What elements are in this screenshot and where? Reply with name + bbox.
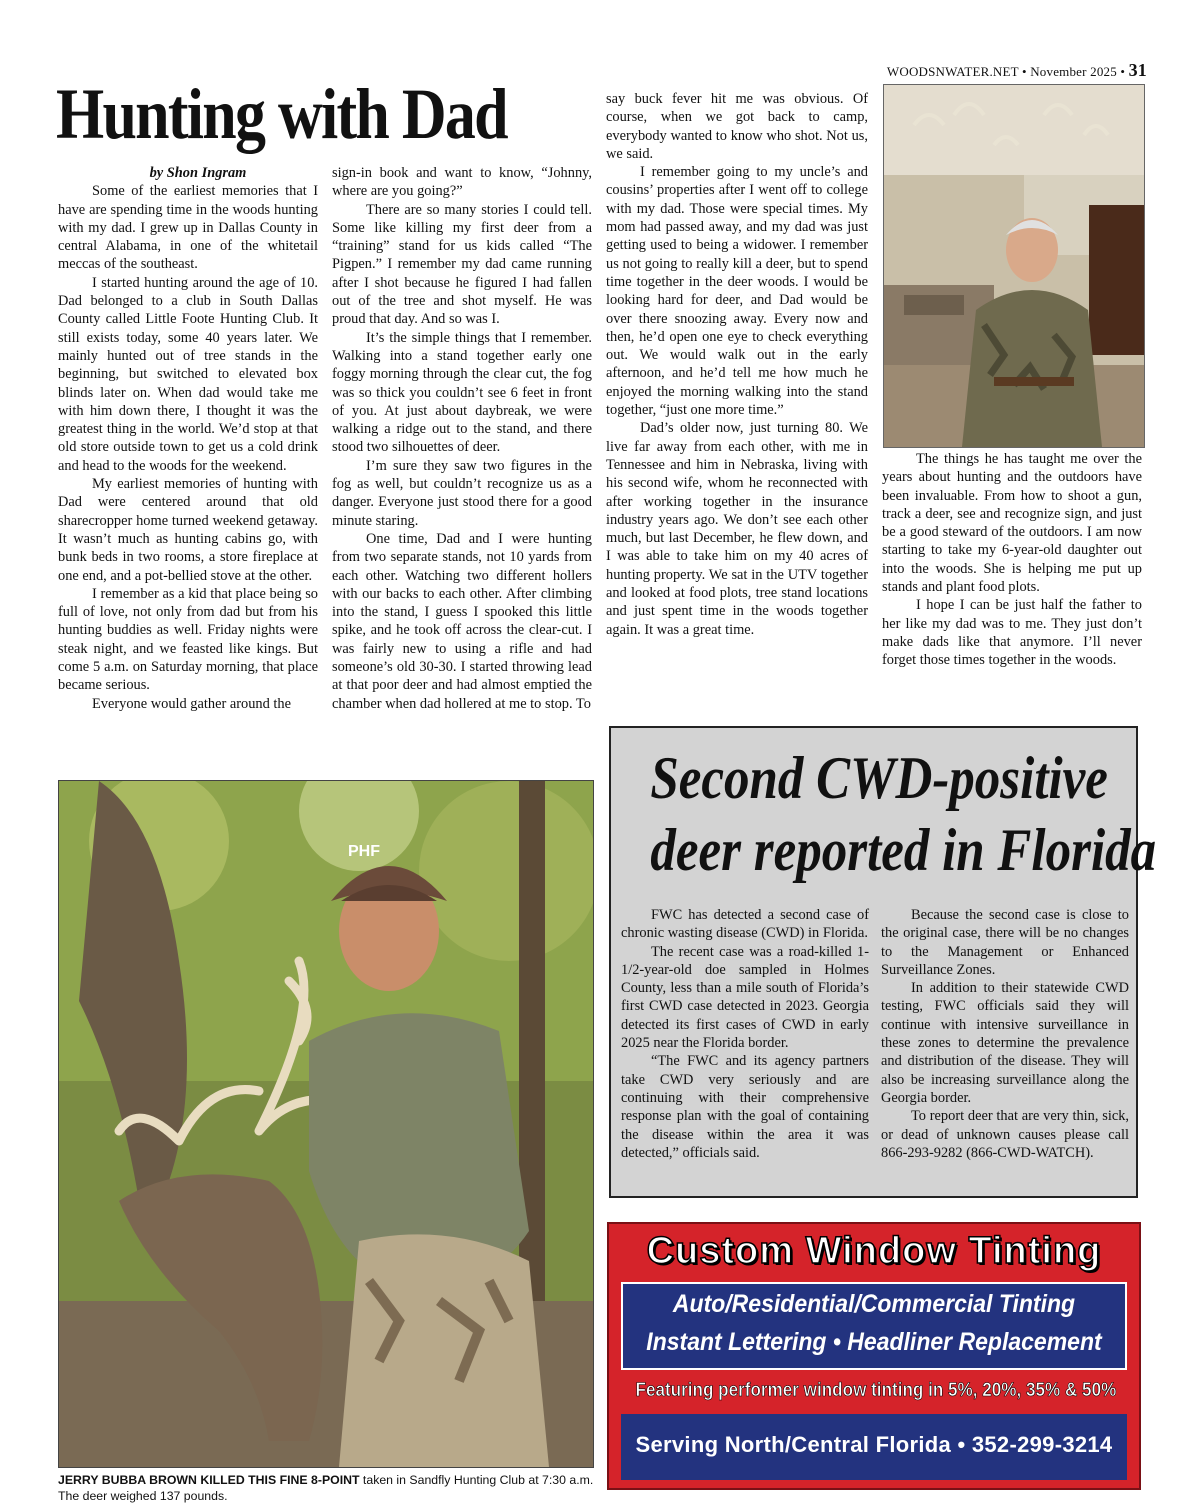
caption-bold: JERRY BUBBA BROWN KILLED THIS FINE 8-POINT <box>58 1473 360 1487</box>
paragraph: Some of the earliest memories that I have are spending time in the woods hunting with my dad. I grew up in Dallas County in central Alabama, in one of the whitetail meccas of the southeast. <box>58 183 318 273</box>
ad-feature-line: Featuring performer window tinting in 5%, 20%, 35% & 50% <box>635 1380 1117 1401</box>
dad-photo-illustration <box>884 85 1144 447</box>
paragraph: I remember going to my uncle’s and cousins’ properties after I went off to college with my dad. Those were special times. My mom had passed away, and my dad was just getting used to being a widower. I remember us not going to really kill a deer, but to spend time together in the deer woods. I would be looking hard for deer, and Dad would be over there snoozing away. Every now and then, he’d open one eye to check everything out. We would walk out in the early afternoon, and he’d tell me how much he enjoyed the morning walking into the stand together, “just one more time.” <box>606 164 868 419</box>
hat-logo-text: PHF <box>348 843 380 860</box>
window-tinting-ad <box>607 1222 1141 1490</box>
paragraph: I remember as a kid that place being so full of love, not only from dad but from his hunting buddies as well. Friday nights were steak night, and we feasted like kings. But come 5 a.m. on Saturday morning, that place became serious. <box>58 585 318 694</box>
paragraph: say buck fever hit me was obvious. Of course, when we got back to camp, everybody wanted to know who shot. Not us, we said. <box>606 91 868 162</box>
paragraph: Everyone would gather around the <box>92 695 292 712</box>
article-column-3 <box>606 90 868 639</box>
paragraph: In addition to their statewide CWD testing, FWC officials said they will continue with intensive surveillance in these zones to determine the prevalence and distribution of the disease. They will also be increasing surveillance along the Georgia border. <box>881 980 1129 1106</box>
byline: by Shon Ingram <box>149 165 247 181</box>
cwd-column-2 <box>881 906 1129 1162</box>
ad-title: Custom Window Tinting <box>646 1230 1102 1272</box>
ad-services-line-2: Instant Lettering • Headliner Replacement <box>646 1328 1102 1356</box>
article-title: Hunting with Dad <box>56 74 507 154</box>
dad-photo <box>883 84 1145 448</box>
paragraph: There are so many stories I could tell. Some like killing my first deer from a “training” stand for us kids called “The Pigpen.” I remember my dad came running after I shot because he figured I had fallen out of the tree and shot myself. He was proud that day. And so was I. <box>332 201 592 328</box>
deer-photo-illustration <box>59 781 593 1467</box>
paragraph: I’m sure they saw two figures in the fog as well, but couldn’t recognize us as a danger. Everyone just stood there for a good minute staring. <box>332 457 592 529</box>
cwd-headline-line-2: deer reported in Florida <box>650 817 1157 883</box>
page-number: 31 <box>1128 60 1147 80</box>
article-column-2 <box>332 164 592 713</box>
paragraph: I hope I can be just half the father to her like my dad was to me. They just don’t make dads like that anymore. I’ll never forget those times together in the woods. <box>882 597 1142 669</box>
paragraph: My earliest memories of hunting with Dad were centered around that old sharecropper home turned weekend getaway. It wasn’t much as hunting cabins go, with bunk beds in two rooms, a store fireplace at one end, and a pot-bellied stove at the other. <box>58 476 318 584</box>
caption-text: taken in Sandfly Hunting Club at 7:30 a.m. The deer weighed 137 pounds. <box>58 1473 594 1503</box>
article-column-4 <box>882 450 1142 670</box>
page-folio <box>885 60 1147 81</box>
cwd-headline <box>650 742 1157 886</box>
paragraph: Dad’s older now, just turning 80. We live far away from each other, with me in Tennessee and him in Nebraska, living with his second wife, whom he reconnected with after working together in the insurance industry years ago. We don’t see each other much, but last December, he flew down, and I was able to take him on my 40 acres of hunting property. We sat in the UTV together and looked at food plots, tree stand locations and just spent time in the woods together again. It was a great time. <box>606 420 868 638</box>
ad-services-panel <box>621 1282 1127 1370</box>
deer-photo <box>58 780 594 1468</box>
paragraph: It’s the simple things that I remember. Walking into a stand together early one foggy morning through the clear cut, the fog was so thick you couldn’t see 6 feet in front of you. At just about daybreak, we were walking a ridge out to the stand, and there stood two silhouettes of deer. <box>332 329 592 456</box>
paragraph: “The FWC and its agency partners take CWD very seriously and are continuing with their comprehensive response plan with the goal of containing the disease within the area it was detected,” officials said. <box>621 1053 869 1161</box>
paragraph: The things he has taught me over the years about hunting and the outdoors have been invaluable. From how to shoot a gun, track a deer, see and recognize sign, and just be a good steward of the outdoors. I am now starting to take my 6-year-old daughter out into the woods. She is helping me put up stands and plant food plots. <box>882 451 1142 596</box>
article-column-1 <box>58 164 318 713</box>
cwd-column-1 <box>621 906 869 1162</box>
paragraph: FWC has detected a second case of chronic wasting disease (CWD) in Florida. <box>621 907 869 942</box>
cwd-headline-line-1: Second CWD-positive <box>650 745 1108 811</box>
paragraph: Because the second case is close to the original case, there will be no changes to the Management or Enhanced Surveillance Zones. <box>881 907 1129 978</box>
cwd-news-box <box>609 726 1157 1198</box>
paragraph: To report deer that are very thin, sick, or dead of unknown causes please call 866-293-9282 (866-CWD-WATCH). <box>881 1108 1129 1161</box>
photo-caption <box>58 1472 598 1504</box>
ad-services-line-1: Auto/Residential/Commercial Tinting <box>672 1290 1076 1318</box>
paragraph: sign-in book and want to know, “Johnny, where are you going?” <box>332 165 592 200</box>
site-date: WOODSNWATER.NET • November 2025 • <box>886 64 1126 79</box>
paragraph: I started hunting around the age of 10. Dad belonged to a club in South Dallas County called Little Foote Hunting Club. It still exists today, some 40 years later. We mainly hunted out of tree stands in the beginning, but switched to elevated box blinds later on. When dad would take me with him down there, I thought it was the greatest thing in the world. We’d stop at that old store outside town to get us a cold drink and head to the woods for the weekend. <box>58 274 318 474</box>
ad-service-area-phone: Serving North/Central Florida • 352-299-3214 <box>635 1432 1113 1457</box>
ad-contact-panel <box>621 1414 1127 1480</box>
paragraph: The recent case was a road-killed 1-1/2-year-old doe sampled in Holmes County, less than a mile south of Florida’s first CWD case detected in 2023. Georgia detected its first cases of CWD in early 2025 near the Florida border. <box>621 943 869 1052</box>
paragraph: One time, Dad and I were hunting from two separate stands, not 10 yards from each other. Watching two different hollers with our backs to each other. After climbing into the stand, I guess I spooked this little spike, and he took off across the clear-cut. I was fairly new to using a rifle and had someone’s old 30-30. I started throwing lead at that poor deer and had almost emptied the chamber when dad hollered at me to stop. To <box>332 530 592 712</box>
